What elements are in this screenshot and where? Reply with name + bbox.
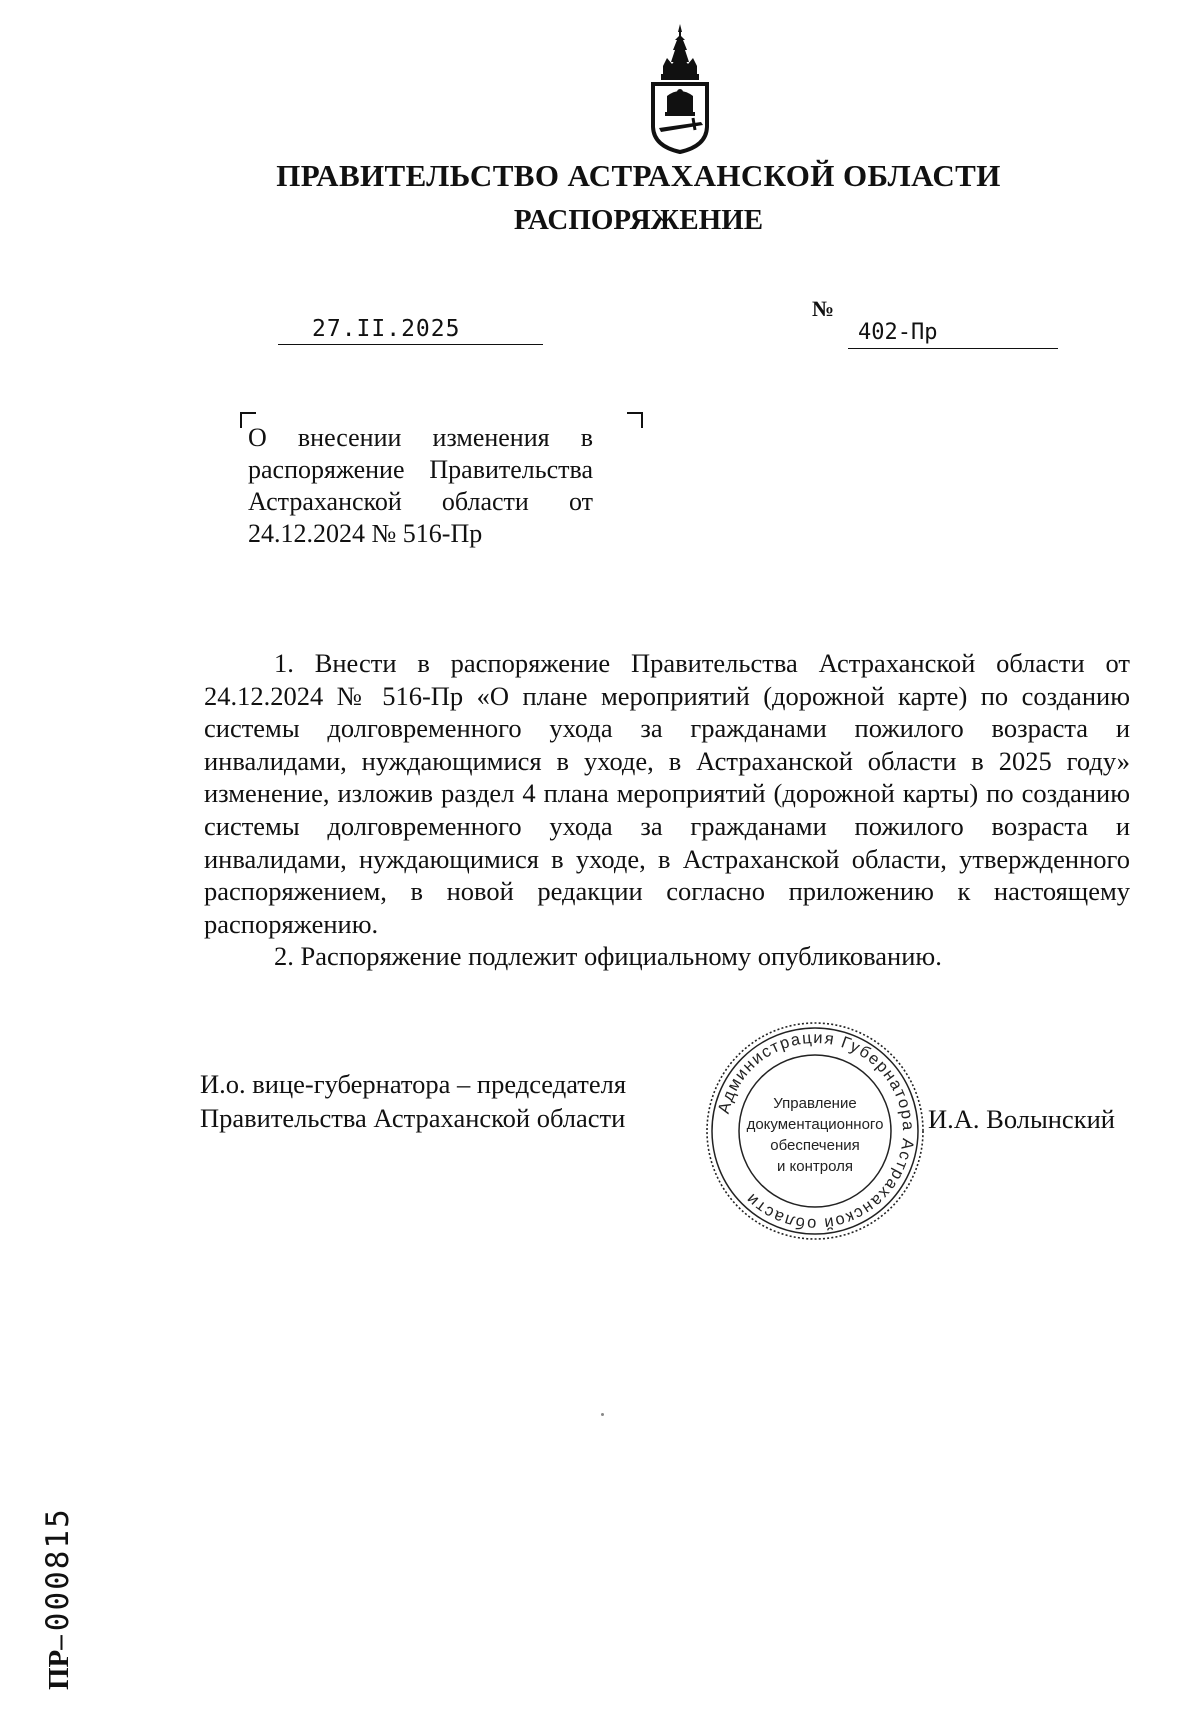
number-sign: № [812, 296, 835, 321]
stamp-ring-text: Администрация Губернатора Астраханской области [714, 1028, 918, 1234]
signatory-name: И.А. Волынский [928, 1104, 1115, 1134]
document-date: 27.II.2025 [312, 316, 461, 342]
registration-number [40, 1390, 90, 1690]
stamp-line-4: и контроля [776, 1158, 854, 1175]
signatory-position [200, 1067, 680, 1135]
body-paragraph-1: 1. Внести в распоряжение Правительства Астраханской области от 24.12.2024 № 516-Пр «О плане мероприятий (дорожной карте) по созданию системы долговременного ухода за гражданами пожилого возраста и инвалидами, нуждающимися в уходе, в Астраханской области в 2025 году» изменение, изложив раздел 4 плана мероприятий (дорожной карты) по созданию системы долговременного ухода за гражданами пожилого возраста и инвалидами, нуждающимися в уходе, в Астраханской области, утвержденного распоряжением, в новой редакции согласно приложению к настоящему распоряжению. [204, 648, 1130, 939]
stamp-line-1: Управление [773, 1095, 857, 1112]
number-field [848, 318, 1058, 349]
registration-digits: 000815 [40, 1507, 76, 1632]
astrakhan-coat-of-arms-icon [645, 22, 715, 154]
subject-bracket-right [627, 412, 643, 428]
stamp-line-3: обеспечения [770, 1137, 860, 1154]
signatory-position-line-2: Правительства Астраханской области [200, 1103, 626, 1133]
scan-speck [601, 1413, 604, 1416]
date-field [278, 314, 543, 345]
document-kind: РАСПОРЯЖЕНИЕ [513, 204, 764, 236]
official-stamp [704, 1020, 926, 1242]
registration-prefix: ПР– [43, 1635, 75, 1690]
signatory-position-line-1: И.о. вице-губернатора – председателя [200, 1069, 627, 1099]
document-body [204, 647, 1130, 973]
document-subject: О внесении изменения в распоряжение Правительства Астраханской области от 24.12.2024 № 516-Пр [248, 423, 593, 548]
body-paragraph-2: 2. Распоряжение подлежит официальному опубликованию. [274, 941, 942, 972]
stamp-line-2: документационного [746, 1116, 884, 1133]
government-title: ПРАВИТЕЛЬСТВО АСТРАХАНСКОЙ ОБЛАСТИ [276, 158, 1001, 193]
document-number: 402-Пр [858, 320, 938, 345]
